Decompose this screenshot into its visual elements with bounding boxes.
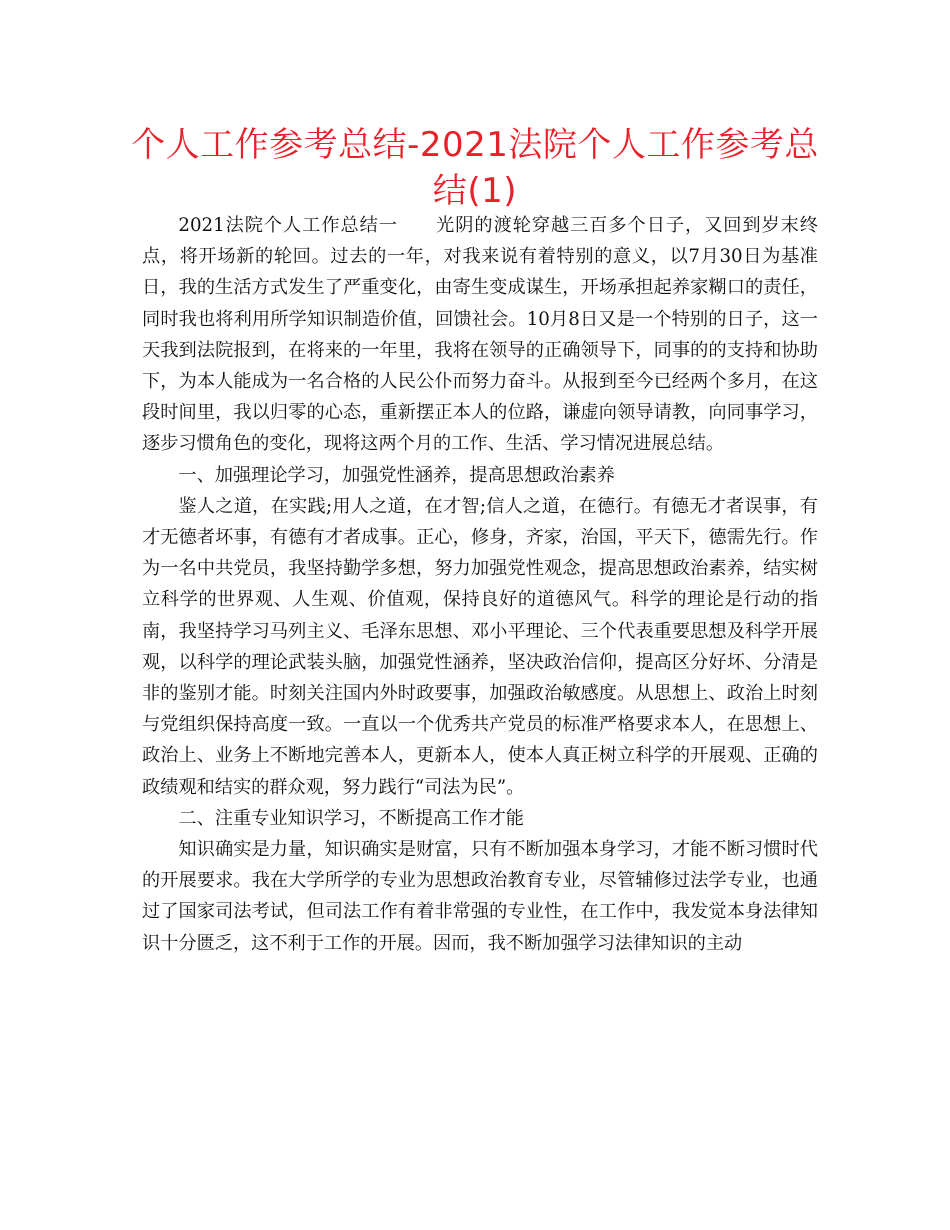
section-heading-2: 二、注重专业知识学习，不断提高工作才能 — [178, 807, 524, 829]
section-heading-1: 一、加强理论学习，加强党性涵养，提高思想政治素养 — [178, 464, 615, 486]
paragraph-section-2: 知识确实是力量，知识确实是财富，只有不断加强本身学习，才能不断习惯时代的开展要求。我在大学所学的专业为思想政治教育专业，尽管辅修过法学专业，也通过了国家司法考试，但司法工作有着非常强的专业性，在工作中，我发觉本身法律知识十分匮乏，这不利于工作的开展。因而，我不断加强学习法律知识的主动 — [142, 839, 818, 954]
paragraph-intro: 2021法院个人工作总结一 光阴的渡轮穿越三百多个日子，又回到岁末终点，将开场新的轮回。过去的一年，对我来说有着特别的意义，以7月30日为基准日，我的生活方式发生了严重变化，由寄生变成谋生，开场承担起养家糊口的责任，同时我也将利用所学知识制造价值，回馈社会。10月8日又是一个特别的日子，这一天我到法院报到，在将来的一年里，我将在领导的正确领导下，同事的的支持和协助下，为本人能成为一名合格的人民公仆而努力奋斗。从报到至今已经两个多月，在这段时间里，我以归零的心态，重新摆正本人的位路，谦虚向领导请教，向同事学习，逐步习惯角色的变化，现将这两个月的工作、生活、学习情况进展总结。 — [142, 215, 818, 455]
paragraph-section-1: 鉴人之道，在实践;用人之道，在才智;信人之道，在德行。有德无才者误事，有才无德者坏事，有德有才者成事。正心，修身，齐家，治国，平天下，德需先行。作为一名中共党员，我坚持勤学多想，努力加强党性观念，提高思想政治素养，结实树立科学的世界观、人生观、价值观，保持良好的道德风气。科学的理论是行动的指南，我坚持学习马列主义、毛泽东思想、邓小平理论、三个代表重要思想及科学开展观，以科学的理论武装头脑，加强党性涵养，坚决政治信仰，提高区分好坏、分清是非的鉴别才能。时刻关注国内外时政要事，加强政治敏感度。从思想上、政治上时刻与党组织保持高度一致。一直以一个优秀共产党员的标准严格要求本人，在思想上、政治上、业务上不断地完善本人，更新本人，使本人真正树立科学的开展观、正确的政绩观和结实的群众观，努力践行“司法为民”。 — [142, 495, 818, 798]
document-title: 个人工作参考总结-2021法院个人工作参考总结(1) — [131, 125, 819, 211]
document-body — [142, 210, 818, 959]
